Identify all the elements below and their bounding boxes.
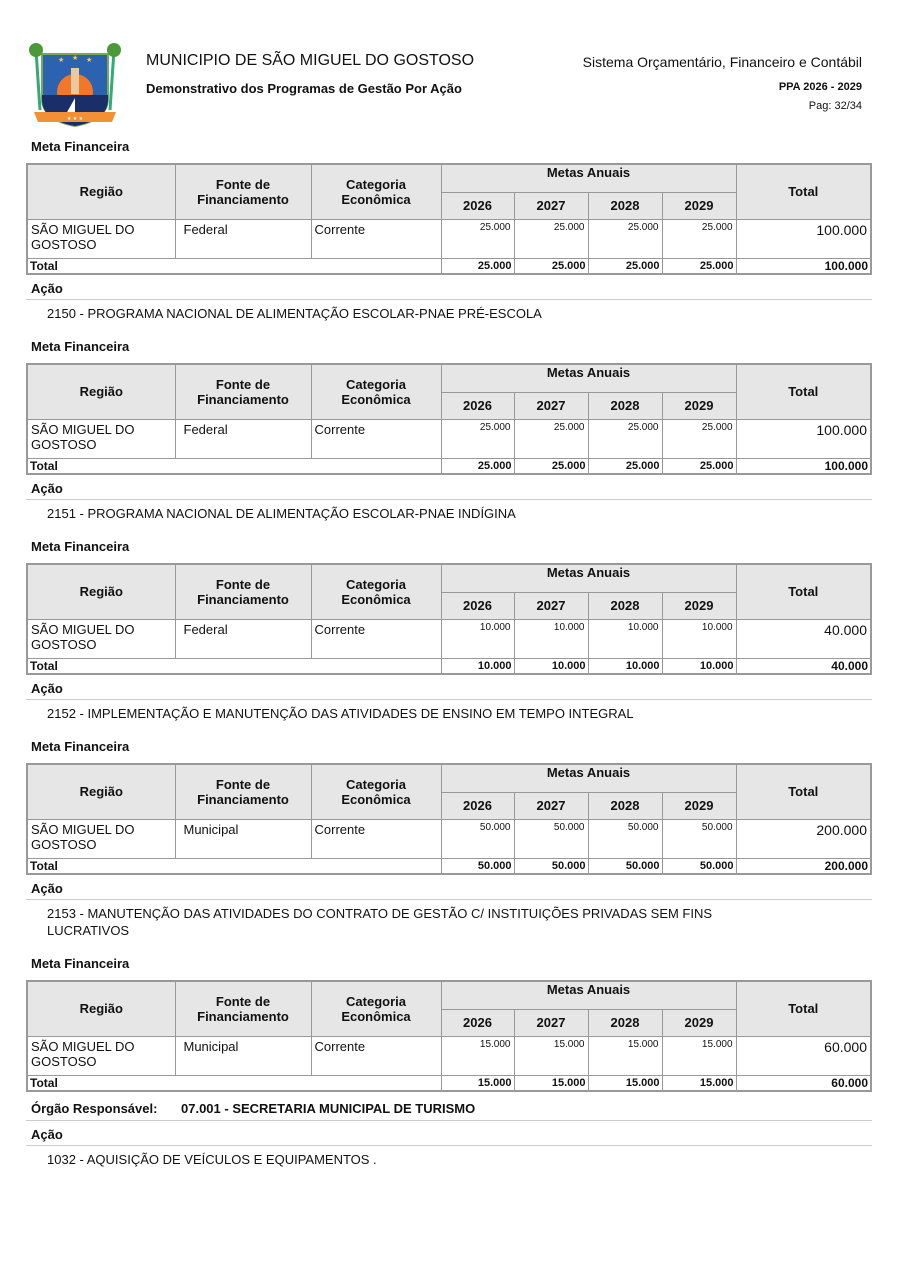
header-year: 2029 — [662, 392, 736, 419]
header-fonte: Fonte de Financiamento — [175, 981, 311, 1036]
table-row — [27, 619, 871, 658]
year-value: 10.000 — [588, 619, 662, 658]
row-total: 60.000 — [736, 1036, 871, 1075]
total-year-value: 25.000 — [588, 458, 662, 474]
regiao-cell: SÃO MIGUEL DO GOSTOSO — [27, 819, 175, 858]
total-year-value: 50.000 — [441, 858, 514, 874]
row-total: 100.000 — [736, 419, 871, 458]
total-year-value: 10.000 — [662, 658, 736, 674]
table-row — [27, 219, 871, 258]
total-label: Total — [27, 858, 441, 874]
meta-financeira-table — [26, 980, 872, 1092]
acao-heading: Ação — [26, 681, 872, 700]
acao-heading: Ação — [26, 481, 872, 500]
header-categoria: Categoria Econômica — [311, 981, 441, 1036]
fonte-cell: Municipal — [175, 819, 311, 858]
header-metas-anuais: Metas Anuais — [441, 764, 736, 792]
acao-heading: Ação — [26, 881, 872, 900]
header-year: 2027 — [514, 592, 588, 619]
acao-description: 2150 - PROGRAMA NACIONAL DE ALIMENTAÇÃO ESCOLAR-PNAE PRÉ-ESCOLA — [47, 306, 542, 321]
header-year: 2029 — [662, 792, 736, 819]
header-fonte: Fonte de Financiamento — [175, 164, 311, 219]
svg-text:★ ★ ★: ★ ★ ★ — [66, 116, 84, 122]
fonte-cell: Municipal — [175, 1036, 311, 1075]
year-value: 25.000 — [662, 219, 736, 258]
header-categoria: Categoria Econômica — [311, 364, 441, 419]
year-value: 15.000 — [588, 1036, 662, 1075]
header-fonte: Fonte de Financiamento — [175, 764, 311, 819]
year-value: 10.000 — [441, 619, 514, 658]
header-year: 2028 — [588, 792, 662, 819]
year-value: 15.000 — [662, 1036, 736, 1075]
year-value: 25.000 — [441, 219, 514, 258]
meta-financeira-table — [26, 563, 872, 675]
row-total: 40.000 — [736, 619, 871, 658]
header-year: 2029 — [662, 592, 736, 619]
total-year-value: 10.000 — [514, 658, 588, 674]
header-year: 2029 — [662, 1009, 736, 1036]
total-row — [27, 858, 871, 874]
header-year: 2027 — [514, 192, 588, 219]
total-year-value: 25.000 — [514, 458, 588, 474]
header-total: Total — [736, 764, 871, 819]
header-metas-anuais: Metas Anuais — [441, 164, 736, 192]
year-value: 25.000 — [514, 419, 588, 458]
table-row — [27, 419, 871, 458]
year-value: 15.000 — [514, 1036, 588, 1075]
header-metas-anuais: Metas Anuais — [441, 981, 736, 1009]
acao-description: 2151 - PROGRAMA NACIONAL DE ALIMENTAÇÃO ESCOLAR-PNAE INDÍGINA — [47, 506, 516, 521]
total-year-value: 15.000 — [588, 1075, 662, 1091]
svg-text:★: ★ — [72, 55, 79, 62]
year-value: 10.000 — [662, 619, 736, 658]
total-row — [27, 1075, 871, 1091]
header-total: Total — [736, 164, 871, 219]
year-value: 10.000 — [514, 619, 588, 658]
header-year: 2028 — [588, 192, 662, 219]
page-number: Pag: 32/34 — [808, 100, 862, 112]
total-year-value: 25.000 — [441, 258, 514, 274]
total-year-value: 15.000 — [662, 1075, 736, 1091]
meta-financeira-table — [26, 363, 872, 475]
header-fonte: Fonte de Financiamento — [175, 364, 311, 419]
fonte-cell: Federal — [175, 619, 311, 658]
header-year: 2028 — [588, 592, 662, 619]
header-total: Total — [736, 364, 871, 419]
total-year-value: 10.000 — [441, 658, 514, 674]
categoria-cell: Corrente — [311, 219, 441, 258]
total-row — [27, 658, 871, 674]
categoria-cell: Corrente — [311, 419, 441, 458]
meta-financeira-title: Meta Financeira — [31, 956, 130, 971]
total-row — [27, 458, 871, 474]
total-year-value: 25.000 — [662, 458, 736, 474]
svg-text:★: ★ — [58, 57, 65, 64]
year-value: 50.000 — [441, 819, 514, 858]
year-value: 25.000 — [588, 219, 662, 258]
report-title: Demonstrativo dos Programas de Gestão Por Ação — [146, 81, 462, 96]
header-categoria: Categoria Econômica — [311, 764, 441, 819]
header-categoria: Categoria Econômica — [311, 564, 441, 619]
header-total: Total — [736, 564, 871, 619]
grand-total: 200.000 — [736, 858, 871, 874]
orgao-label: Órgão Responsável: — [31, 1101, 158, 1116]
total-year-value: 25.000 — [588, 258, 662, 274]
meta-financeira-table — [26, 163, 872, 275]
total-year-value: 25.000 — [514, 258, 588, 274]
report-body — [26, 139, 872, 1185]
header-year: 2027 — [514, 1009, 588, 1036]
total-year-value: 50.000 — [662, 858, 736, 874]
total-year-value: 15.000 — [441, 1075, 514, 1091]
acao-heading: Ação — [26, 1127, 872, 1146]
header-categoria: Categoria Econômica — [311, 164, 441, 219]
year-value: 50.000 — [588, 819, 662, 858]
regiao-cell: SÃO MIGUEL DO GOSTOSO — [27, 219, 175, 258]
header-total: Total — [736, 981, 871, 1036]
orgao-responsavel — [26, 1101, 872, 1121]
categoria-cell: Corrente — [311, 619, 441, 658]
header-regiao: Região — [27, 364, 175, 419]
year-value: 25.000 — [588, 419, 662, 458]
header-metas-anuais: Metas Anuais — [441, 564, 736, 592]
year-value: 15.000 — [441, 1036, 514, 1075]
meta-financeira-table — [26, 763, 872, 875]
meta-financeira-title: Meta Financeira — [31, 739, 130, 754]
year-value: 25.000 — [662, 419, 736, 458]
header-year: 2026 — [441, 392, 514, 419]
grand-total: 40.000 — [736, 658, 871, 674]
year-value: 25.000 — [514, 219, 588, 258]
header-regiao: Região — [27, 164, 175, 219]
total-label: Total — [27, 658, 441, 674]
header-metas-anuais: Metas Anuais — [441, 364, 736, 392]
ppa-period: PPA 2026 - 2029 — [778, 81, 862, 93]
table-row — [27, 1036, 871, 1075]
header-year: 2027 — [514, 392, 588, 419]
header-year: 2027 — [514, 792, 588, 819]
total-label: Total — [27, 1075, 441, 1091]
total-year-value: 15.000 — [514, 1075, 588, 1091]
header-year: 2026 — [441, 792, 514, 819]
fonte-cell: Federal — [175, 419, 311, 458]
svg-text:★: ★ — [86, 57, 93, 64]
total-year-value: 10.000 — [588, 658, 662, 674]
fonte-cell: Federal — [175, 219, 311, 258]
grand-total: 60.000 — [736, 1075, 871, 1091]
total-year-value: 25.000 — [662, 258, 736, 274]
total-year-value: 25.000 — [441, 458, 514, 474]
grand-total: 100.000 — [736, 458, 871, 474]
total-row — [27, 258, 871, 274]
table-row — [27, 819, 871, 858]
regiao-cell: SÃO MIGUEL DO GOSTOSO — [27, 419, 175, 458]
categoria-cell: Corrente — [311, 819, 441, 858]
grand-total: 100.000 — [736, 258, 871, 274]
acao-description: 1032 - AQUISIÇÃO DE VEÍCULOS E EQUIPAMENTOS . — [47, 1152, 377, 1167]
header-year: 2029 — [662, 192, 736, 219]
total-year-value: 50.000 — [588, 858, 662, 874]
header-regiao: Região — [27, 764, 175, 819]
total-year-value: 50.000 — [514, 858, 588, 874]
meta-financeira-title: Meta Financeira — [31, 139, 130, 154]
categoria-cell: Corrente — [311, 1036, 441, 1075]
acao-heading: Ação — [26, 281, 872, 300]
header-fonte: Fonte de Financiamento — [175, 564, 311, 619]
regiao-cell: SÃO MIGUEL DO GOSTOSO — [27, 619, 175, 658]
total-label: Total — [27, 458, 441, 474]
regiao-cell: SÃO MIGUEL DO GOSTOSO — [27, 1036, 175, 1075]
acao-description: 2152 - IMPLEMENTAÇÃO E MANUTENÇÃO DAS ATIVIDADES DE ENSINO EM TEMPO INTEGRAL — [47, 706, 634, 721]
header-year: 2026 — [441, 592, 514, 619]
total-label: Total — [27, 258, 441, 274]
acao-description: 2153 - MANUTENÇÃO DAS ATIVIDADES DO CONTRATO DE GESTÃO C/ INSTITUIÇÕES PRIVADAS SEM FINS LUCRATIVOS — [47, 906, 713, 938]
row-total: 200.000 — [736, 819, 871, 858]
row-total: 100.000 — [736, 219, 871, 258]
header-year: 2026 — [441, 1009, 514, 1036]
year-value: 50.000 — [662, 819, 736, 858]
municipality-name: MUNICIPIO DE SÃO MIGUEL DO GOSTOSO — [146, 52, 475, 69]
meta-financeira-title: Meta Financeira — [31, 339, 130, 354]
meta-financeira-title: Meta Financeira — [31, 539, 130, 554]
header-regiao: Região — [27, 981, 175, 1036]
header-year: 2026 — [441, 192, 514, 219]
header-year: 2028 — [588, 392, 662, 419]
header-year: 2028 — [588, 1009, 662, 1036]
orgao-value: 07.001 - SECRETARIA MUNICIPAL DE TURISMO — [181, 1101, 476, 1116]
system-name: Sistema Orçamentário, Financeiro e Contábil — [582, 54, 862, 70]
header-regiao: Região — [27, 564, 175, 619]
year-value: 50.000 — [514, 819, 588, 858]
municipal-coat-of-arms-logo — [28, 40, 122, 132]
year-value: 25.000 — [441, 419, 514, 458]
